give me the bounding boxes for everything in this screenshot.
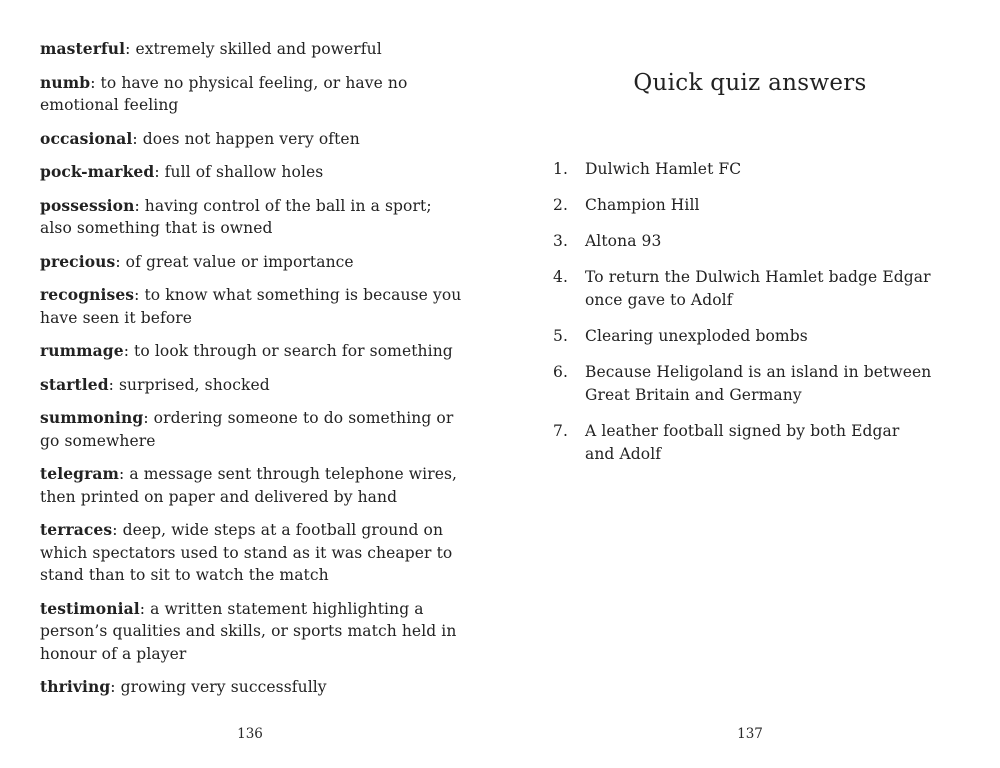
page-right [500, 0, 1000, 768]
glossary-entry [40, 251, 466, 274]
glossary-entry [40, 128, 466, 151]
glossary-list [0, 0, 466, 699]
glossary-term: summoning [40, 408, 144, 427]
answer-number: 5. [553, 327, 568, 345]
answer-number: 6. [553, 363, 568, 381]
answer-text: Champion Hill [585, 196, 700, 214]
quiz-answer-row [553, 420, 953, 466]
answer-number: 1. [553, 160, 568, 178]
quiz-answer-row [553, 325, 953, 348]
glossary-entry [40, 72, 466, 117]
glossary-definition: : a message sent through telephone wires, then printed on paper and delivered by hand [40, 465, 458, 506]
glossary-entry [40, 284, 466, 329]
glossary-entry [40, 598, 466, 666]
glossary-term: rummage [40, 341, 124, 360]
glossary-definition: : does not happen very often [132, 129, 360, 148]
glossary-entry [40, 340, 466, 363]
answer-number: 4. [553, 268, 568, 286]
page-number-right: 137 [737, 726, 763, 742]
glossary-entry [40, 676, 466, 699]
quiz-answers-title: Quick quiz answers [633, 70, 867, 96]
answer-number: 3. [553, 232, 568, 250]
glossary-definition: : ordering someone to do something or go somewhere [40, 409, 454, 450]
answer-text: Because Heligoland is an island in between Great Britain and Germany [585, 363, 932, 404]
glossary-term: precious [40, 251, 116, 271]
quiz-answer-row [553, 266, 953, 312]
quiz-answer-row [553, 230, 953, 253]
quiz-answer-row [553, 158, 953, 181]
answer-text: Dulwich Hamlet FC [585, 160, 742, 178]
glossary-definition: : growing very successfully [110, 678, 327, 696]
glossary-term: testimonial [40, 598, 140, 618]
page-number-left: 136 [237, 726, 263, 742]
glossary-term: terraces [40, 520, 113, 539]
answer-number: 2. [553, 196, 568, 214]
glossary-definition: : extremely skilled and powerful [125, 40, 382, 58]
glossary-term: recognises [40, 285, 135, 304]
glossary-term: telegram [40, 464, 120, 483]
glossary-entry [40, 161, 466, 184]
glossary-definition: : surprised, shocked [108, 375, 270, 394]
quiz-answer-row [553, 194, 953, 217]
glossary-definition: : having control of the ball in a sport; also something that is owned [40, 196, 432, 237]
answer-text: Clearing unexploded bombs [585, 327, 808, 345]
glossary-definition: : to know what something is because you have seen it before [40, 286, 462, 327]
glossary-term: masterful [40, 39, 126, 58]
glossary-entry [40, 463, 466, 508]
glossary-term: occasional [40, 128, 133, 148]
quiz-answers-list [553, 158, 953, 466]
quiz-answer-row [553, 361, 953, 407]
glossary-definition: : to have no physical feeling, or have no emotional feeling [40, 73, 408, 114]
glossary-term: possession [40, 195, 135, 215]
glossary-term: numb [40, 72, 91, 92]
answer-text: A leather football signed by both Edgar and Adolf [585, 422, 900, 463]
glossary-term: startled [40, 374, 109, 394]
glossary-entry [40, 38, 466, 61]
answer-text: To return the Dulwich Hamlet badge Edgar once gave to Adolf [585, 268, 931, 309]
glossary-definition: : a written statement highlighting a person’s qualities and skills, or sports match held in honour of a player [40, 599, 457, 663]
glossary-entry [40, 374, 466, 397]
glossary-entry [40, 407, 466, 452]
glossary-term: pock-marked [40, 162, 155, 181]
glossary-definition: : deep, wide steps at a football ground on which spectators used to stand as it was cheaper to stand than to sit to watch the match [40, 521, 453, 584]
answer-text: Altona 93 [585, 232, 662, 250]
glossary-definition: : of great value or importance [115, 252, 354, 271]
glossary-entry [40, 195, 466, 240]
glossary-entry [40, 519, 466, 587]
glossary-definition: : full of shallow holes [154, 163, 324, 181]
glossary-term: thriving [40, 677, 111, 696]
answer-number: 7. [553, 422, 568, 440]
glossary-definition: : to look through or search for something [123, 342, 453, 360]
